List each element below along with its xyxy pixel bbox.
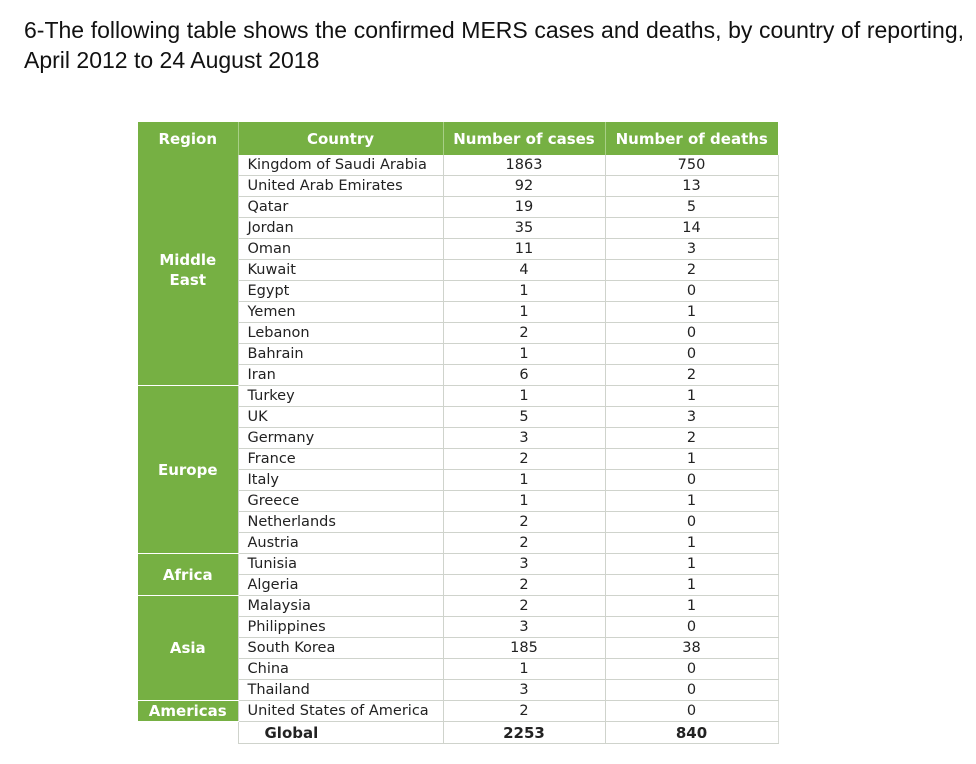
region-cell xyxy=(138,701,238,722)
deaths-cell: 1 xyxy=(605,449,778,470)
global-deaths: 840 xyxy=(605,722,778,744)
deaths-cell: 0 xyxy=(605,281,778,302)
cases-cell: 2 xyxy=(443,575,605,596)
region-cell xyxy=(138,386,238,554)
region-label: Europe xyxy=(157,460,218,479)
cases-cell: 1 xyxy=(443,491,605,512)
deaths-cell: 0 xyxy=(605,344,778,365)
cases-cell: 6 xyxy=(443,365,605,386)
country-cell: China xyxy=(238,659,443,680)
country-cell: United Arab Emirates xyxy=(238,176,443,197)
cases-cell: 1 xyxy=(443,470,605,491)
deaths-cell: 1 xyxy=(605,596,778,617)
country-cell: Turkey xyxy=(238,386,443,407)
deaths-cell: 2 xyxy=(605,428,778,449)
cases-cell: 2 xyxy=(443,323,605,344)
country-cell: Netherlands xyxy=(238,512,443,533)
country-cell: Philippines xyxy=(238,617,443,638)
cases-cell: 19 xyxy=(443,197,605,218)
header-deaths: Number of deaths xyxy=(605,122,778,155)
region-label: Americas xyxy=(148,702,227,720)
cases-cell: 3 xyxy=(443,554,605,575)
country-cell: Lebanon xyxy=(238,323,443,344)
table-row xyxy=(138,701,778,722)
deaths-cell: 0 xyxy=(605,323,778,344)
deaths-cell: 1 xyxy=(605,554,778,575)
table-row xyxy=(138,554,778,575)
deaths-cell: 1 xyxy=(605,491,778,512)
deaths-cell: 0 xyxy=(605,617,778,638)
global-total-row xyxy=(138,722,778,744)
table-row xyxy=(138,596,778,617)
country-cell: Egypt xyxy=(238,281,443,302)
country-cell: South Korea xyxy=(238,638,443,659)
deaths-cell: 13 xyxy=(605,176,778,197)
deaths-cell: 0 xyxy=(605,512,778,533)
deaths-cell: 3 xyxy=(605,239,778,260)
deaths-cell: 38 xyxy=(605,638,778,659)
table-row xyxy=(138,155,778,176)
region-cell xyxy=(138,596,238,701)
deaths-cell: 1 xyxy=(605,575,778,596)
cases-cell: 1 xyxy=(443,281,605,302)
cases-cell: 1863 xyxy=(443,155,605,176)
country-cell: Thailand xyxy=(238,680,443,701)
cases-cell: 4 xyxy=(443,260,605,281)
cases-cell: 2 xyxy=(443,449,605,470)
cases-cell: 1 xyxy=(443,344,605,365)
global-cases: 2253 xyxy=(443,722,605,744)
mers-table xyxy=(138,122,779,744)
country-cell: Kingdom of Saudi Arabia xyxy=(238,155,443,176)
deaths-cell: 0 xyxy=(605,470,778,491)
region-cell xyxy=(138,155,238,386)
country-cell: Bahrain xyxy=(238,344,443,365)
country-cell: Italy xyxy=(238,470,443,491)
country-cell: Algeria xyxy=(238,575,443,596)
cases-cell: 1 xyxy=(443,302,605,323)
region-label: Africa xyxy=(162,565,213,584)
deaths-cell: 1 xyxy=(605,386,778,407)
header-country: Country xyxy=(238,122,443,155)
cases-cell: 35 xyxy=(443,218,605,239)
deaths-cell: 3 xyxy=(605,407,778,428)
deaths-cell: 750 xyxy=(605,155,778,176)
country-cell: Oman xyxy=(238,239,443,260)
cases-cell: 92 xyxy=(443,176,605,197)
global-region-blank xyxy=(138,722,238,744)
deaths-cell: 2 xyxy=(605,260,778,281)
table-body xyxy=(138,155,778,744)
country-cell: Kuwait xyxy=(238,260,443,281)
header-cases: Number of cases xyxy=(443,122,605,155)
global-label: Global xyxy=(238,722,443,744)
country-cell: Qatar xyxy=(238,197,443,218)
country-cell: Tunisia xyxy=(238,554,443,575)
country-cell: Iran xyxy=(238,365,443,386)
cases-cell: 11 xyxy=(443,239,605,260)
country-cell: Jordan xyxy=(238,218,443,239)
country-cell: Yemen xyxy=(238,302,443,323)
deaths-cell: 0 xyxy=(605,680,778,701)
country-cell: Greece xyxy=(238,491,443,512)
country-cell: Malaysia xyxy=(238,596,443,617)
country-cell: UK xyxy=(238,407,443,428)
cases-cell: 5 xyxy=(443,407,605,428)
region-label: Middle East xyxy=(159,251,217,289)
deaths-cell: 1 xyxy=(605,302,778,323)
country-cell: France xyxy=(238,449,443,470)
deaths-cell: 0 xyxy=(605,701,778,722)
deaths-cell: 5 xyxy=(605,197,778,218)
cases-cell: 2 xyxy=(443,512,605,533)
deaths-cell: 0 xyxy=(605,659,778,680)
cases-cell: 2 xyxy=(443,533,605,554)
table-header-row xyxy=(138,122,778,155)
region-label: Asia xyxy=(169,639,206,657)
cases-cell: 1 xyxy=(443,386,605,407)
deaths-cell: 2 xyxy=(605,365,778,386)
deaths-cell: 1 xyxy=(605,533,778,554)
country-cell: Germany xyxy=(238,428,443,449)
cases-cell: 3 xyxy=(443,680,605,701)
header-region: Region xyxy=(138,122,238,155)
cases-cell: 2 xyxy=(443,596,605,617)
region-cell xyxy=(138,554,238,596)
cases-cell: 3 xyxy=(443,617,605,638)
question-text: 6-The following table shows the confirmed MERS cases and deaths, by country of reporting, April 2012 to 24 August 2018 xyxy=(24,17,964,73)
country-cell: United States of America xyxy=(238,701,443,722)
cases-cell: 3 xyxy=(443,428,605,449)
cases-cell: 2 xyxy=(443,701,605,722)
table-row xyxy=(138,386,778,407)
country-cell: Austria xyxy=(238,533,443,554)
cases-cell: 1 xyxy=(443,659,605,680)
deaths-cell: 14 xyxy=(605,218,778,239)
cases-cell: 185 xyxy=(443,638,605,659)
